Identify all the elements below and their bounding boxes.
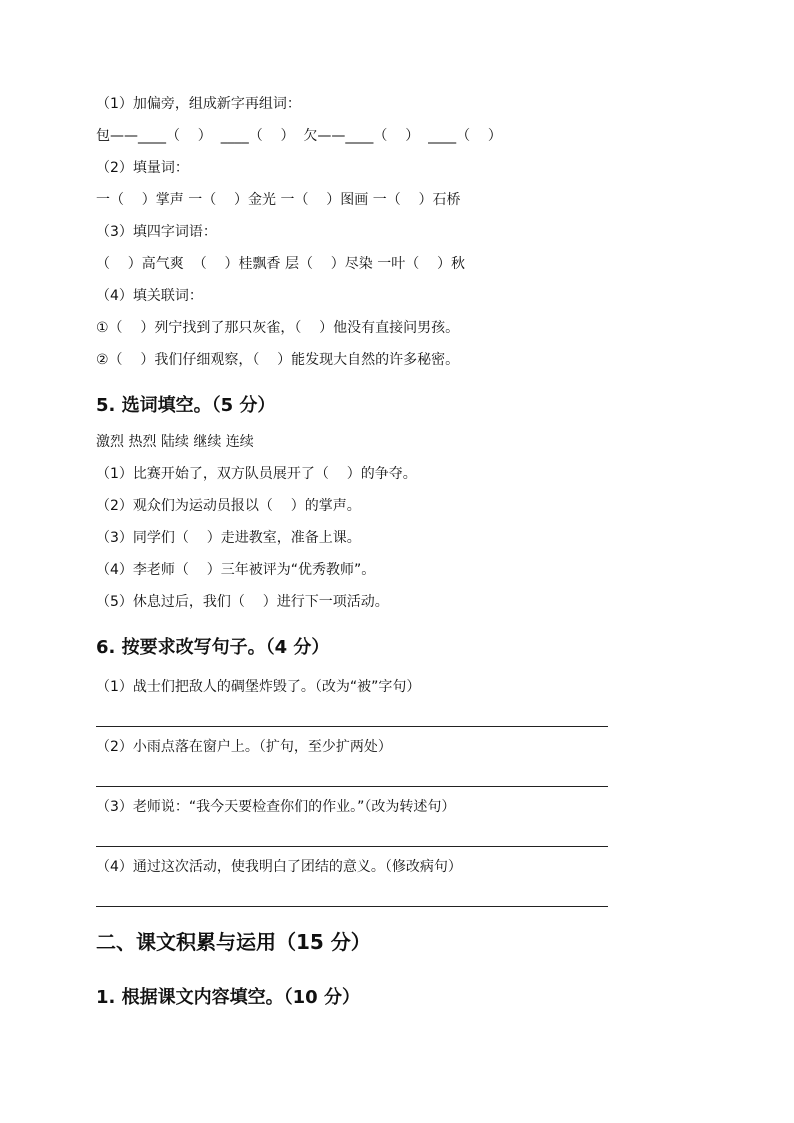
q3-label: （3）填四字词语： — [96, 224, 217, 240]
q4-label: （4）填关联词： — [96, 288, 203, 304]
part2-title: 二、课文积累与运用（15 分） — [96, 930, 371, 954]
answer-line[interactable] — [96, 726, 608, 727]
q4-item-1: ①（ ）列宁找到了那只灰雀，（ ）他没有直接问男孩。 — [96, 320, 460, 336]
section5-item: （2）观众们为运动员报以（ ）的掌声。 — [96, 498, 361, 514]
section5-item: （4）李老师（ ）三年被评为“优秀教师”。 — [96, 562, 376, 578]
section6-item: （3）老师说：“我今天要检查你们的作业。”（改为转述句） — [96, 799, 456, 815]
answer-line[interactable] — [96, 786, 608, 787]
section6-item: （2）小雨点落在窗户上。（扩句，至少扩两处） — [96, 739, 392, 755]
section6-item: （1）战士们把敌人的碉堡炸毁了。（改为“被”字句） — [96, 679, 421, 695]
q1-label: （1）加偏旁，组成新字再组词： — [96, 96, 301, 112]
section5-item: （1）比赛开始了，双方队员展开了（ ）的争夺。 — [96, 466, 417, 482]
q3-line: （ ）高气爽 （ ）桂飘香 层（ ）尽染 一叶（ ）秋 — [96, 256, 466, 272]
section6-title: 6. 按要求改写句子。（4 分） — [96, 637, 330, 658]
answer-line[interactable] — [96, 906, 608, 907]
section6-item: （4）通过这次活动，使我明白了团结的意义。（修改病句） — [96, 859, 462, 875]
section5-word-bank: 激烈 热烈 陆续 继续 连续 — [96, 434, 254, 450]
answer-line[interactable] — [96, 846, 608, 847]
q4-item-2: ②（ ）我们仔细观察，（ ）能发现大自然的许多秘密。 — [96, 352, 460, 368]
section5-item: （5）休息过后，我们（ ）进行下一项活动。 — [96, 594, 389, 610]
q1-line: 包——____（ ） ____（ ） 欠——____（ ） ____（ ） — [96, 128, 502, 144]
q2-line: 一（ ）掌声 一（ ）金光 一（ ）图画 一（ ）石桥 — [96, 192, 461, 208]
part2-sub1-title: 1. 根据课文内容填空。（10 分） — [96, 987, 360, 1008]
q2-label: （2）填量词： — [96, 160, 189, 176]
section5-item: （3）同学们（ ）走进教室，准备上课。 — [96, 530, 361, 546]
section5-title: 5. 选词填空。（5 分） — [96, 395, 276, 416]
